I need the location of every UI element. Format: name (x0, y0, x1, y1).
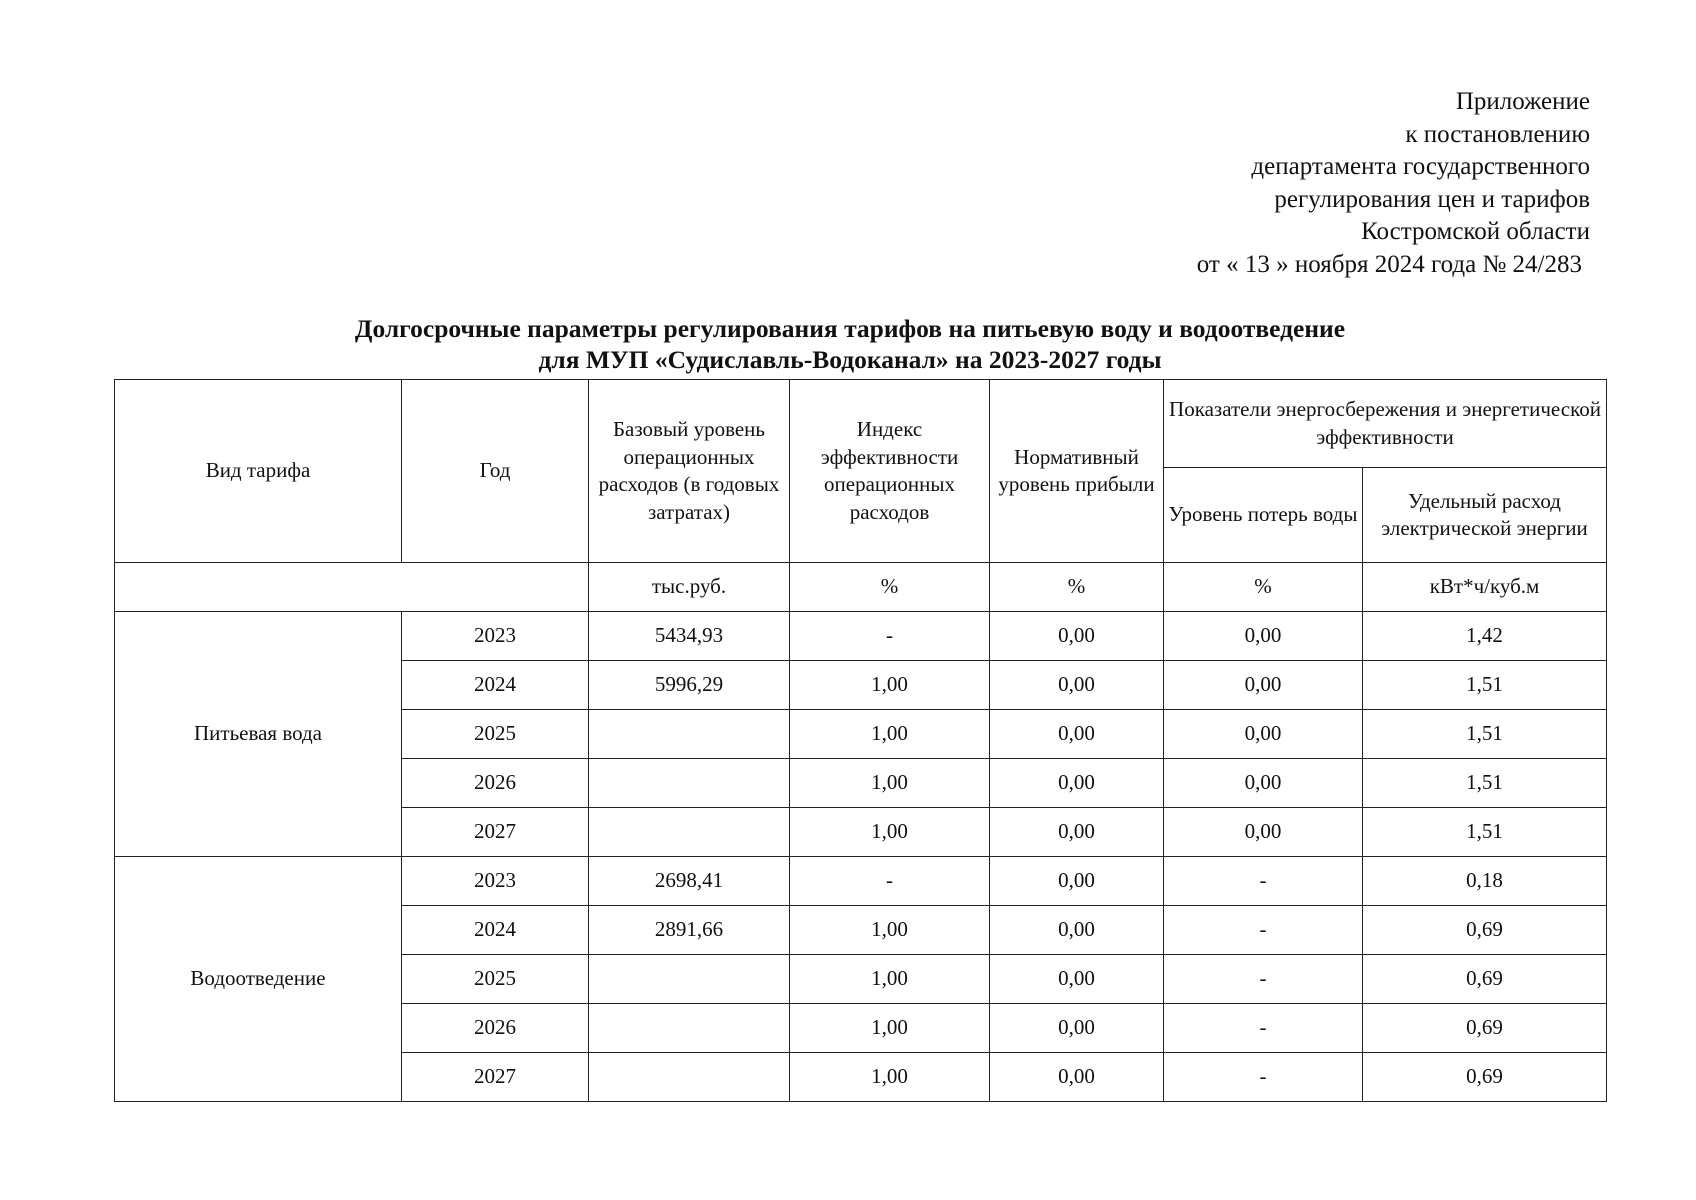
year-cell: 2026 (402, 759, 589, 808)
tariff-type-cell: Водоотведение (115, 857, 402, 1102)
year-cell: 2023 (402, 612, 589, 661)
header-energy-group: Показатели энергосбережения и энергетической эффективности (1164, 380, 1607, 468)
electricity-cell: 0,69 (1363, 955, 1607, 1004)
electricity-cell: 1,42 (1363, 612, 1607, 661)
profit-level-cell: 0,00 (990, 612, 1164, 661)
appendix-block (1197, 86, 1590, 281)
table-row (115, 612, 1607, 661)
efficiency-index-cell: - (790, 612, 990, 661)
header-tariff-type: Вид тарифа (115, 380, 402, 563)
water-loss-cell: - (1164, 1053, 1363, 1102)
year-cell: 2027 (402, 1053, 589, 1102)
base-opex-cell: 2698,41 (589, 857, 790, 906)
appendix-line: Костромской области (1361, 218, 1590, 245)
tariff-type-cell: Питьевая вода (115, 612, 402, 857)
profit-level-cell: 0,00 (990, 1004, 1164, 1053)
profit-level-cell: 0,00 (990, 808, 1164, 857)
water-loss-cell: 0,00 (1164, 661, 1363, 710)
unit-water-loss: % (1164, 563, 1363, 612)
water-loss-cell: - (1164, 955, 1363, 1004)
base-opex-cell (589, 1004, 790, 1053)
header-base-opex: Базовый уровень операционных расходов (в годовых затратах) (589, 380, 790, 563)
year-cell: 2023 (402, 857, 589, 906)
appendix-line: регулирования цен и тарифов (1274, 185, 1590, 213)
electricity-cell: 1,51 (1363, 808, 1607, 857)
water-loss-cell: 0,00 (1164, 808, 1363, 857)
profit-level-cell: 0,00 (990, 710, 1164, 759)
appendix-date-line: от « 13 » ноября 2024 года № 24/283 (1196, 250, 1582, 278)
title-line-2: для МУП «Судиславль-Водоканал» на 2023-2027 годы (538, 345, 1162, 374)
profit-level-cell: 0,00 (990, 857, 1164, 906)
base-opex-cell (589, 955, 790, 1004)
electricity-cell: 1,51 (1363, 759, 1607, 808)
base-opex-cell (589, 759, 790, 808)
base-opex-cell (589, 710, 790, 759)
unit-profit-level: % (990, 563, 1164, 612)
electricity-cell: 1,51 (1363, 661, 1607, 710)
electricity-cell: 1,51 (1363, 710, 1607, 759)
year-cell: 2026 (402, 1004, 589, 1053)
electricity-cell: 0,69 (1363, 1053, 1607, 1102)
profit-level-cell: 0,00 (990, 759, 1164, 808)
base-opex-cell (589, 1053, 790, 1102)
year-cell: 2024 (402, 661, 589, 710)
unit-electricity: кВт*ч/куб.м (1363, 563, 1607, 612)
base-opex-cell: 5434,93 (589, 612, 790, 661)
efficiency-index-cell: 1,00 (790, 1053, 990, 1102)
water-loss-cell: 0,00 (1164, 612, 1363, 661)
unit-base-opex: тыс.руб. (589, 563, 790, 612)
header-electricity: Удельный расход электрической энергии (1363, 468, 1607, 563)
year-cell: 2025 (402, 955, 589, 1004)
unit-efficiency-index: % (790, 563, 990, 612)
water-loss-cell: 0,00 (1164, 759, 1363, 808)
units-empty-cell (115, 563, 589, 612)
header-year: Год (402, 380, 589, 563)
electricity-cell: 0,18 (1363, 857, 1607, 906)
electricity-cell: 0,69 (1363, 906, 1607, 955)
base-opex-cell: 5996,29 (589, 661, 790, 710)
profit-level-cell: 0,00 (990, 661, 1164, 710)
year-cell: 2025 (402, 710, 589, 759)
efficiency-index-cell: 1,00 (790, 906, 990, 955)
electricity-cell: 0,69 (1363, 1004, 1607, 1053)
efficiency-index-cell: 1,00 (790, 759, 990, 808)
efficiency-index-cell: 1,00 (790, 808, 990, 857)
profit-level-cell: 0,00 (990, 955, 1164, 1004)
efficiency-index-cell: - (790, 857, 990, 906)
water-loss-cell: - (1164, 906, 1363, 955)
year-cell: 2027 (402, 808, 589, 857)
base-opex-cell: 2891,66 (589, 906, 790, 955)
efficiency-index-cell: 1,00 (790, 661, 990, 710)
appendix-line: к постановлению (1405, 120, 1590, 148)
water-loss-cell: - (1164, 1004, 1363, 1053)
document-title (100, 313, 1600, 375)
header-profit-level: Нормативный уровень прибыли (990, 380, 1164, 563)
title-line-1: Долгосрочные параметры регулирования тарифов на питьевую воду и водоотведение (354, 314, 1346, 343)
efficiency-index-cell: 1,00 (790, 955, 990, 1004)
water-loss-cell: 0,00 (1164, 710, 1363, 759)
appendix-line: Приложение (1455, 88, 1590, 115)
profit-level-cell: 0,00 (990, 1053, 1164, 1102)
header-water-loss: Уровень потерь воды (1164, 468, 1363, 563)
efficiency-index-cell: 1,00 (790, 710, 990, 759)
efficiency-index-cell: 1,00 (790, 1004, 990, 1053)
appendix-line: департамента государственного (1251, 153, 1590, 180)
header-efficiency-index: Индекс эффективности операционных расходов (790, 380, 990, 563)
base-opex-cell (589, 808, 790, 857)
table-row (115, 857, 1607, 906)
year-cell: 2024 (402, 906, 589, 955)
profit-level-cell: 0,00 (990, 906, 1164, 955)
water-loss-cell: - (1164, 857, 1363, 906)
tariff-parameters-table (114, 379, 1607, 1102)
